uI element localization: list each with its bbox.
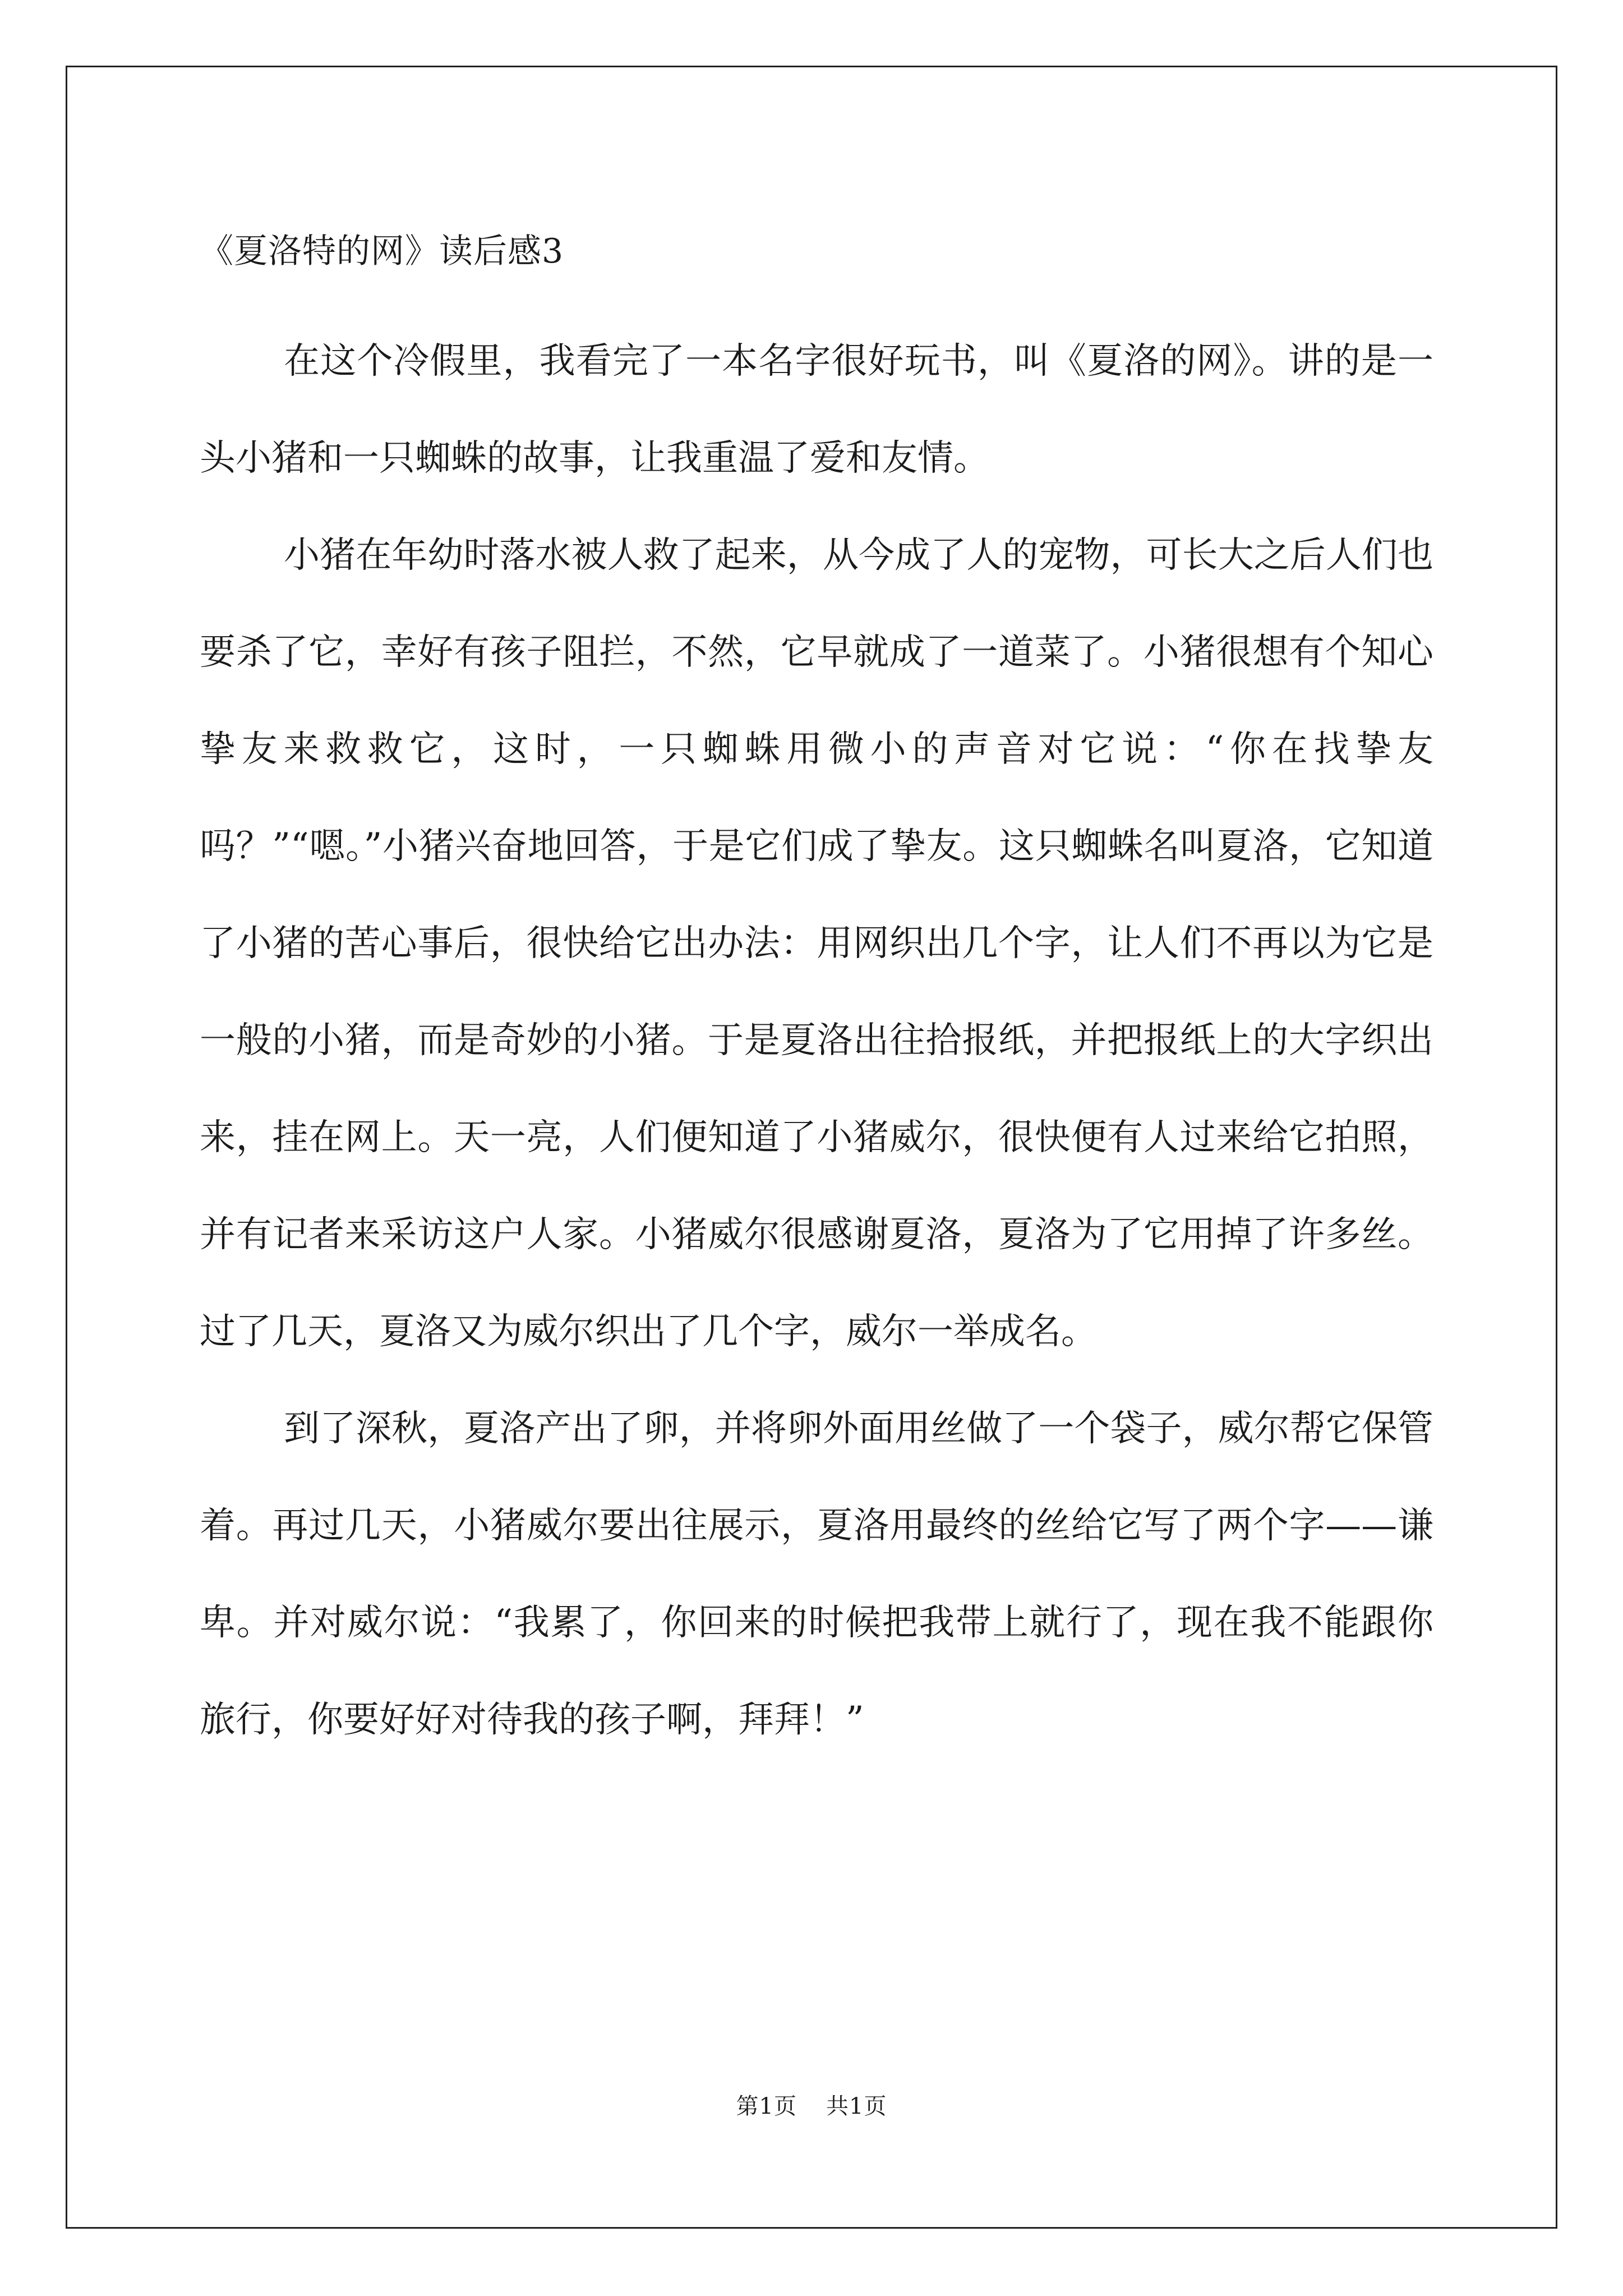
page-total: 共1页	[826, 2093, 887, 2119]
document-title: 《夏洛特的网》读后感3	[200, 232, 564, 271]
page-footer	[0, 2090, 1623, 2123]
paragraph-3: 到了深秋，夏洛产出了卵，并将卵外面用丝做了一个袋子，威尔帮它保管着。再过几天，小猪威尔要出往展示，夏洛用最终的丝给它写了两个字——谦卑。并对威尔说：“我累了，你回来的时候把我带上就行了，现在我不能跟你旅行，你要好好对待我的孩子啊，拜拜！”	[200, 1408, 1433, 1741]
paragraph-1: 在这个冷假里，我看完了一本名字很好玩书，叫《夏洛的网》。讲的是一头小猪和一只蜘蛛的故事，让我重温了爱和友情。	[200, 341, 1433, 479]
paragraph-2: 小猪在年幼时落水被人救了起来，从今成了人的宠物，可长大之后人们也要杀了它，幸好有孩子阻拦，不然，它早就成了一道菜了。小猪很想有个知心挚友来救救它，这时，一只蜘蛛用微小的声音对它说：“你在找挚友吗？”“嗯。”小猪兴奋地回答，于是它们成了挚友。这只蜘蛛名叫夏洛，它知道了小猪的苦心事后，很快给它出办法：用网织出几个字，让人们不再以为它是一般的小猪，而是奇妙的小猪。于是夏洛出往拾报纸，并把报纸上的大字织出来，挂在网上。天一亮，人们便知道了小猪威尔，很快便有人过来给它拍照，并有记者来采访这户人家。小猪威尔很感谢夏洛，夏洛为了它用掉了许多丝。过了几天，夏洛又为威尔织出了几个字，威尔一举成名。	[200, 535, 1433, 1352]
page-number: 第1页	[736, 2093, 797, 2119]
document-body	[200, 223, 1433, 1769]
